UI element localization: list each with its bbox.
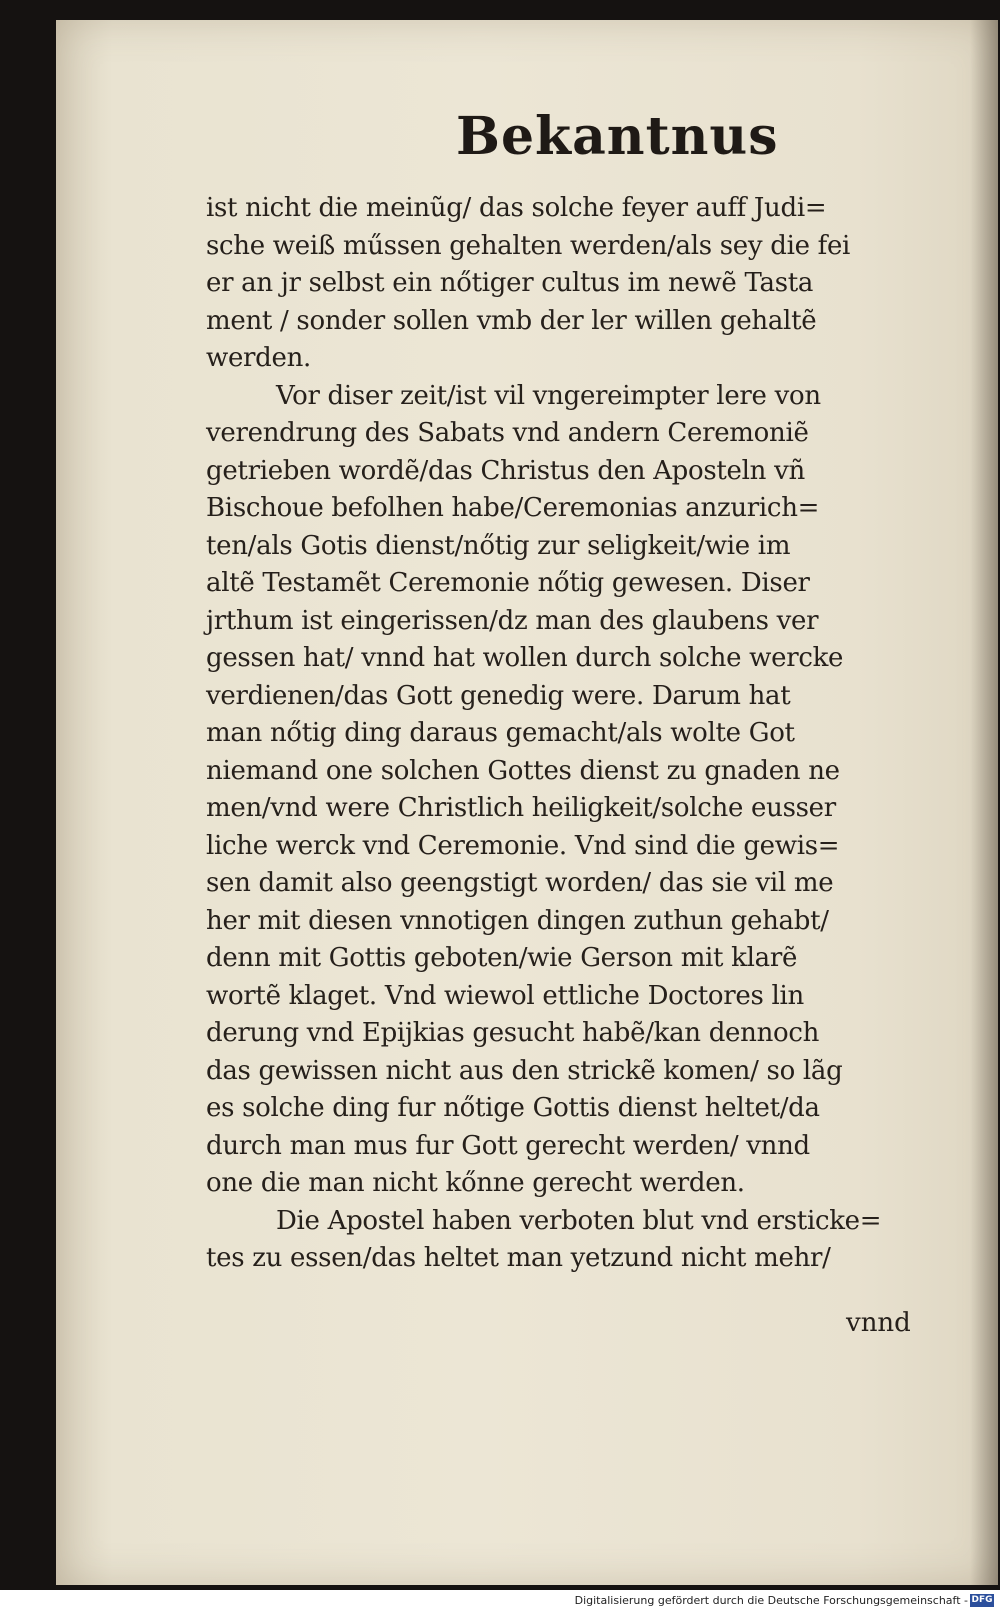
paragraph-start-line: Vor diser zeit/ist vil vngereimpter lere von bbox=[276, 380, 821, 411]
text-line: ist nicht die meinũg/ das solche feyer auff Judi= bbox=[206, 193, 827, 223]
text-line: verdienen/das Gott genedig were. Darum hat bbox=[206, 680, 791, 711]
text-line: tes zu essen/das heltet man yetzund nicht mehr/ bbox=[206, 1243, 831, 1273]
paragraph-start-line: Die Apostel haben verboten blut vnd ersticke= bbox=[276, 1205, 882, 1236]
text-line: er an jr selbst ein nőtiger cultus im newẽ Tasta bbox=[206, 268, 814, 298]
text-line: wortẽ klaget. Vnd wiewol ettliche Doctores lin bbox=[206, 980, 804, 1011]
digitization-footer bbox=[0, 1590, 1000, 1612]
text-line: jrthum ist eingerissen/dz man des glaubens ver bbox=[206, 605, 819, 636]
text-line: niemand one solchen Gottes dienst zu gnaden ne bbox=[206, 755, 840, 786]
catchword: vnnd bbox=[846, 1308, 911, 1338]
text-line: ten/als Gotis dienst/nőtig zur seligkeit/wie im bbox=[206, 530, 791, 561]
text-line: ment / sonder sollen vmb der ler willen gehaltẽ bbox=[206, 305, 817, 336]
dfg-logo-icon: DFG bbox=[971, 1595, 993, 1605]
text-line: denn mit Gottis geboten/wie Gerson mit klarẽ bbox=[206, 943, 798, 973]
text-line: sche weiß műssen gehalten werden/als sey die fei bbox=[206, 230, 851, 261]
page-gutter-shadow bbox=[970, 20, 998, 1585]
text-line: getrieben wordẽ/das Christus den Aposteln vñ bbox=[206, 455, 805, 486]
text-line: her mit diesen vnnotigen dingen zuthun gehabt/ bbox=[206, 905, 829, 936]
running-head: Bekantnus bbox=[456, 106, 779, 167]
text-line: one die man nicht kőnne gerecht werden. bbox=[206, 1168, 745, 1198]
text-line: es solche ding fur nőtige Gottis dienst heltet/da bbox=[206, 1093, 820, 1123]
text-line: derung vnd Epijkias gesucht habẽ/kan dennoch bbox=[206, 1018, 820, 1048]
text-line: gessen hat/ vnnd hat wollen durch solche wercke bbox=[206, 643, 844, 673]
text-line: men/vnd were Christlich heiligkeit/solche eusser bbox=[206, 793, 836, 823]
book-page bbox=[56, 20, 998, 1585]
text-line: verendrung des Sabats vnd andern Ceremoniẽ bbox=[206, 418, 809, 448]
text-block bbox=[206, 190, 906, 1278]
text-line: durch man mus fur Gott gerecht werden/ vnnd bbox=[206, 1130, 810, 1161]
funding-credit: Digitalisierung gefördert durch die Deutsche Forschungsgemeinschaft - bbox=[574, 1594, 968, 1607]
text-line: man nőtig ding daraus gemacht/als wolte Got bbox=[206, 718, 795, 748]
text-line: liche werck vnd Ceremonie. Vnd sind die gewis= bbox=[206, 830, 840, 861]
text-line: sen damit also geengstigt worden/ das sie vil me bbox=[206, 868, 834, 898]
text-line: werden. bbox=[206, 343, 312, 373]
text-line: Bischoue befolhen habe/Ceremonias anzurich= bbox=[206, 493, 820, 523]
text-line: das gewissen nicht aus den strickẽ komen/ so lãg bbox=[206, 1055, 843, 1086]
text-line: altẽ Testamẽt Ceremonie nőtig gewesen. Diser bbox=[206, 568, 810, 598]
